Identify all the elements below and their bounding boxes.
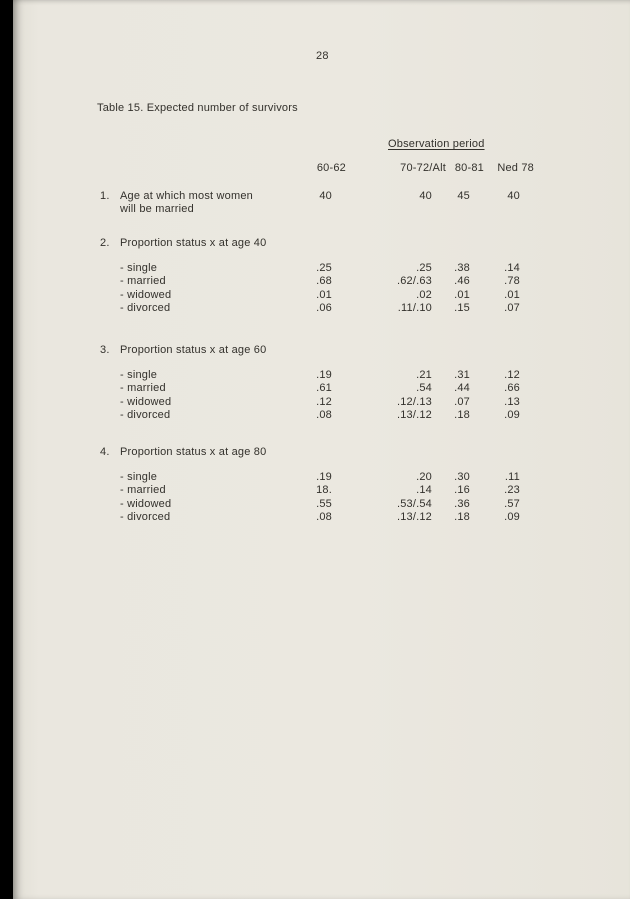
table-row <box>100 369 548 383</box>
value-cell: .09 <box>504 511 520 523</box>
section-heading <box>100 344 548 356</box>
table-row <box>100 484 548 498</box>
column-header: 70-72/Alt <box>400 162 446 174</box>
observation-period-header: Observation period <box>388 138 485 150</box>
value-cell: .08 <box>316 511 332 523</box>
section-title: Proportion status x at age 40 <box>120 236 267 249</box>
row-label-line1 <box>100 190 272 204</box>
row-label: - single <box>120 368 158 381</box>
value-cell: .44 <box>454 382 470 394</box>
value-cell: .25 <box>416 261 432 274</box>
value-cell: .02 <box>416 288 432 301</box>
value-cell: .62/.63 <box>396 275 432 287</box>
value-cell: .78 <box>504 275 520 287</box>
table-row <box>100 275 548 289</box>
value-cell: .55 <box>316 497 332 510</box>
row-label: - widowed <box>120 395 172 408</box>
value-cell: .14 <box>504 261 520 274</box>
value-cell: .11 <box>504 470 520 483</box>
value-cell: .07 <box>504 302 520 314</box>
table-row <box>100 382 548 396</box>
column-header-row <box>114 162 548 176</box>
section-number: 4. <box>100 445 110 458</box>
value-cell: .12 <box>316 395 332 408</box>
section-number: 3. <box>100 343 110 356</box>
document-page <box>13 0 630 899</box>
row-label: - single <box>120 470 158 483</box>
section-rows <box>100 471 548 525</box>
value-cell: .13 <box>504 395 520 408</box>
item-number: 1. <box>100 189 110 202</box>
value-cell: .38 <box>454 261 470 274</box>
value-cell: 40 <box>419 189 432 202</box>
value-cell: 40 <box>319 189 332 202</box>
value-cell: .19 <box>316 368 332 381</box>
row-label <box>100 190 272 217</box>
row-label: - widowed <box>120 497 172 510</box>
value-cell: .53/.54 <box>396 497 432 510</box>
column-header: Ned 78 <box>497 162 534 174</box>
table-row <box>100 289 548 303</box>
value-cell: .12 <box>504 368 520 381</box>
value-cell: .01 <box>316 288 332 301</box>
section-rows <box>100 262 548 316</box>
value-cell: .13/.12 <box>396 511 432 523</box>
row-label: - divorced <box>120 409 171 421</box>
column-header: 60-62 <box>316 162 346 174</box>
section-heading <box>100 237 548 249</box>
row-label: - married <box>120 484 166 496</box>
value-cell: .23 <box>504 484 520 496</box>
section-title: Proportion status x at age 60 <box>120 343 267 356</box>
value-cell: .09 <box>504 409 520 421</box>
value-cell: 40 <box>507 189 520 202</box>
value-cell: .46 <box>454 275 470 287</box>
value-cell: .66 <box>504 382 520 394</box>
row-label: - widowed <box>120 288 172 301</box>
row-label: - married <box>120 382 166 394</box>
value-cell: .12/.13 <box>396 395 432 408</box>
row-label: - married <box>120 275 166 287</box>
value-cell: .54 <box>416 382 432 394</box>
table-row <box>100 409 548 423</box>
table-row <box>100 511 548 525</box>
row-label: - divorced <box>120 302 171 314</box>
table-row <box>100 262 548 276</box>
value-cell: .68 <box>316 275 332 287</box>
book-binding-edge <box>0 0 13 899</box>
section-heading <box>100 446 548 458</box>
table-row <box>100 498 548 512</box>
value-cell: .07 <box>454 395 470 408</box>
value-cell: .14 <box>416 484 432 496</box>
value-cell: .21 <box>416 368 432 381</box>
value-cell: 18. <box>316 484 332 496</box>
value-cell: 45 <box>457 189 470 202</box>
value-cell: .18 <box>454 409 470 421</box>
value-cell: .11/.10 <box>397 302 432 314</box>
table-title: Table 15. Expected number of survivors <box>97 102 298 114</box>
value-cell: .08 <box>316 409 332 421</box>
value-cell: .06 <box>316 302 332 314</box>
value-cell: .13/.12 <box>396 409 432 421</box>
table-row <box>100 190 548 217</box>
value-cell: .25 <box>316 261 332 274</box>
value-cell: .30 <box>454 470 470 483</box>
header-spacer <box>114 162 286 176</box>
value-cell: .16 <box>454 484 470 496</box>
value-cell: .36 <box>454 497 470 510</box>
section-rows <box>100 369 548 423</box>
table-row <box>100 471 548 485</box>
value-cell: .57 <box>504 497 520 510</box>
table-content <box>100 162 548 525</box>
page-number: 28 <box>316 50 329 62</box>
item-label: Age at which most women <box>120 189 253 202</box>
table-row <box>100 302 548 316</box>
row-label: - divorced <box>120 511 171 523</box>
value-cell: .19 <box>316 470 332 483</box>
value-cell: .15 <box>454 302 470 314</box>
value-cell: .61 <box>316 382 332 394</box>
section-title: Proportion status x at age 80 <box>120 445 267 458</box>
section-number: 2. <box>100 236 110 249</box>
value-cell: .18 <box>454 511 470 523</box>
column-header: 80-81 <box>454 162 484 174</box>
value-cell: .01 <box>454 288 470 301</box>
value-cell: .31 <box>454 368 470 381</box>
table-row <box>100 396 548 410</box>
value-cell: .20 <box>416 470 432 483</box>
row-label-line2: will be married <box>120 203 194 215</box>
row-label: - single <box>120 261 158 274</box>
value-cell: .01 <box>504 288 520 301</box>
